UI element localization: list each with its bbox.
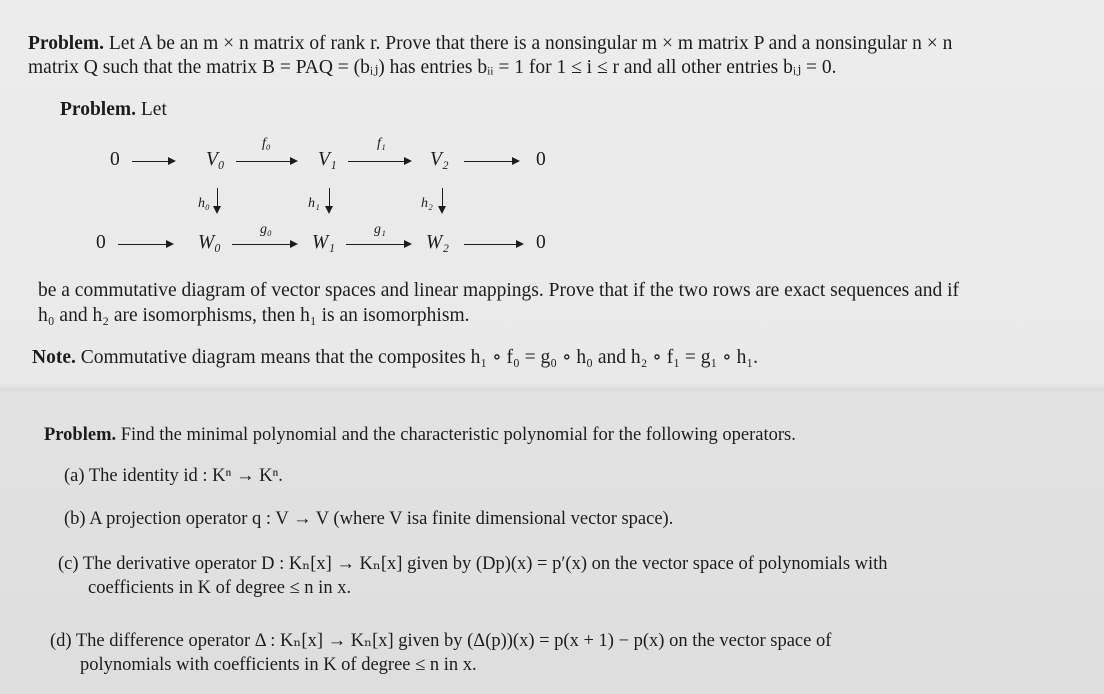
vertical-arrow-h0 (217, 188, 218, 212)
item-d-label: (d) (50, 631, 72, 651)
bottom-arrow-end (464, 244, 522, 245)
bottom-arrow-0 (118, 244, 172, 245)
commutative-diagram (90, 128, 610, 278)
item-a-text: The identity id : Kⁿ → Kⁿ. (88, 466, 283, 486)
problem2-text-1: be a commutative diagram of vector spaces and linear mappings. Prove that if the two rows are exact sequences and if (38, 280, 960, 301)
item-c (58, 553, 888, 576)
label-h1: h₁ (308, 196, 320, 211)
note-label: Note. (32, 347, 76, 368)
top-zero-right: 0 (536, 149, 546, 170)
problem1-line1 (28, 32, 952, 55)
node-w2: W₂ (426, 232, 450, 253)
problem3-header (44, 424, 796, 447)
label-h2: h₂ (421, 196, 433, 211)
bottom-arrow-g1 (346, 244, 410, 245)
node-v1: V₁ (318, 149, 337, 170)
item-a-label: (a) (64, 466, 85, 486)
vertical-arrow-h2 (442, 188, 443, 212)
item-d (50, 630, 831, 653)
problem3-intro: Find the minimal polynomial and the characteristic polynomial for the following operators. (120, 425, 796, 445)
label-f1: f₁ (377, 136, 386, 151)
item-c-text-2: coefficients in K of degree ≤ n in x. (88, 578, 352, 598)
top-arrow-0 (132, 161, 174, 162)
item-d-text-2: polynomials with coefficients in K of degree ≤ n in x. (80, 655, 477, 675)
top-arrow-f1 (348, 161, 410, 162)
item-c-text-1: The derivative operator D : Kₙ[x] → Kₙ[x] given by (Dp)(x) = p′(x) on the vector space of polynomials with (82, 554, 888, 574)
page-separator (0, 388, 1104, 394)
item-b-text: A projection operator q : V → V (where V isa finite dimensional vector space). (89, 509, 674, 529)
problem2-text-2: h₀ and h₂ are isomorphisms, then h₁ is an isomorphism. (38, 305, 470, 326)
note-text: Commutative diagram means that the composites h₁ ∘ f₀ = g₀ ∘ h₀ and h₂ ∘ f₁ = g₁ ∘ h₁. (80, 347, 759, 368)
bottom-arrow-g0 (232, 244, 296, 245)
node-w0: W₀ (198, 232, 222, 253)
label-f0: f₀ (262, 136, 271, 151)
top-arrow-end (464, 161, 518, 162)
node-v2: V₂ (430, 149, 449, 170)
problem1-text-1: Let A be an m × n matrix of rank r. Prove that there is a nonsingular m × m matrix P and a nonsingular n × n (108, 33, 953, 54)
problem2-note (32, 346, 758, 369)
item-b-label: (b) (64, 509, 86, 529)
problem1-heading: Problem. (28, 33, 105, 54)
item-b (64, 508, 673, 531)
problem1-line2: matrix Q such that the matrix B = PAQ = (bᵢⱼ) has entries bᵢᵢ = 1 for 1 ≤ i ≤ r and all other entries bᵢⱼ = 0. (28, 57, 837, 78)
problem2-intro: Let (140, 99, 167, 120)
top-zero-left: 0 (110, 149, 120, 170)
label-h0: h₀ (198, 196, 210, 211)
label-g1: g₁ (374, 222, 386, 237)
item-c-label: (c) (58, 554, 79, 574)
node-v0: V₀ (206, 149, 225, 170)
node-w1: W₁ (312, 232, 336, 253)
item-a (64, 465, 283, 488)
vertical-arrow-h1 (329, 188, 330, 212)
problem2-header (60, 98, 167, 121)
bottom-zero-right: 0 (536, 232, 546, 253)
problem2-heading: Problem. (60, 99, 137, 120)
problem3-heading: Problem. (44, 425, 117, 445)
label-g0: g₀ (260, 222, 272, 237)
item-d-text-1: The difference operator Δ : Kₙ[x] → Kₙ[x] given by (Δ(p))(x) = p(x + 1) − p(x) on the vector space of (75, 631, 832, 651)
bottom-zero-left: 0 (96, 232, 106, 253)
top-arrow-f0 (236, 161, 296, 162)
